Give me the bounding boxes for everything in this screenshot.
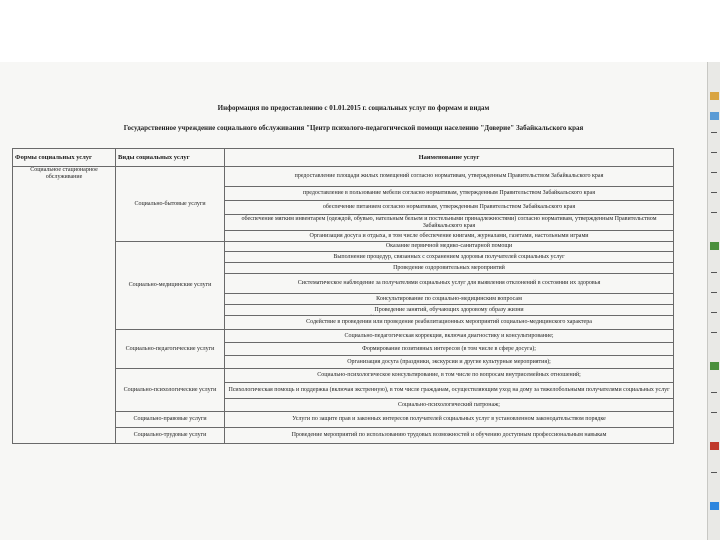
service-type: Социально-правовые услуги (116, 412, 225, 428)
service-type: Социально-педагогические услуги (116, 330, 225, 369)
service-form: Социальное стационарное обслуживание (13, 167, 116, 444)
service-type: Социально-бытовые услуги (116, 167, 225, 242)
sidebar-accent-icon (710, 502, 719, 510)
service-name: Систематическое наблюдение за получателями социальных услуг для выявления отклонений в состоянии их здоровья (225, 274, 674, 294)
service-name: Консультирование по социально-медицинским вопросам (225, 294, 674, 305)
service-name: Формирование позитивных интересов (в том числе в сфере досуга); (225, 343, 674, 356)
service-name: Психологическая помощь и поддержка (включая экстренную), в том числе гражданам, осуществляющим уход на дому за тяжелобольными получателями социальных услуг (225, 383, 674, 399)
header-names: Наименование услуг (225, 149, 674, 167)
service-type: Социально-психологические услуги (116, 369, 225, 412)
service-name: Услуги по защите прав и законных интересов получателей социальных услуг в установленном законодательством порядке (225, 412, 674, 428)
margin-mark: ~ (370, 312, 374, 320)
service-name: предоставление в пользование мебели согласно нормативам, утвержденным Правительством Забайкальского края (225, 187, 674, 201)
service-name: Содействие в проведении или проведение реабилитационных мероприятий социально-медицинского характера (225, 316, 674, 330)
service-name: Социально-психологический патронаж; (225, 399, 674, 412)
service-name: Проведение оздоровительных мероприятий (225, 263, 674, 274)
service-name: Выполнение процедур, связанных с сохранением здоровья получателей социальных услуг (225, 252, 674, 263)
service-name: Организация досуга (праздники, экскурсии и другие культурные мероприятия); (225, 356, 674, 369)
services-table (12, 148, 674, 444)
sidebar-accent-icon (710, 92, 719, 100)
service-name: Организация досуга и отдыха, в том числе обеспечение книгами, журналами, газетами, настольными играми (225, 231, 674, 242)
sidebar-accent-icon (710, 112, 719, 120)
service-type: Социально-медицинские услуги (116, 242, 225, 330)
viewer-sidebar (707, 62, 720, 540)
institution-name: Государственное учреждение социального обслуживания "Центр психолого-педагогической помощи населению "Доверие" Забайкальского края (123, 124, 584, 132)
service-name: Социально-педагогическая коррекция, включая диагностику и консультирование; (225, 330, 674, 343)
service-name: Проведение мероприятий по использованию трудовых возможностей и обучению доступным профессиональным навыкам (225, 428, 674, 444)
service-name: Социально-психологическое консультирование, в том числе по вопросам внутрисемейных отношений; (225, 369, 674, 383)
service-type: Социально-трудовые услуги (116, 428, 225, 444)
sidebar-accent-icon (710, 362, 719, 370)
service-name: обеспечение мягким инвентарем (одеждой, обувью, нательным бельем и постельными принадлежностями) согласно нормативам, утвержденным Правительством Забайкальского края (225, 215, 674, 231)
table-body (13, 167, 674, 444)
service-name: Оказание первичной медико-санитарной помощи (225, 242, 674, 252)
header-types: Виды социальных услуг (116, 149, 225, 167)
document-title: Информация по предоставлению с 01.01.2015 г. социальных услуг по формам и видам (217, 104, 490, 112)
header-forms: Формы социальных услуг (13, 149, 116, 167)
sidebar-accent-icon (710, 442, 719, 450)
table-row (13, 167, 674, 187)
sidebar-accent-icon (710, 242, 719, 250)
service-name: предоставление площади жилых помещений согласно нормативам, утвержденным Правительством Забайкальского края (225, 167, 674, 187)
service-name: обеспечение питанием согласно нормативам, утвержденным Правительством Забайкальского края (225, 201, 674, 215)
service-name: Проведение занятий, обучающих здоровому образу жизни (225, 305, 674, 316)
